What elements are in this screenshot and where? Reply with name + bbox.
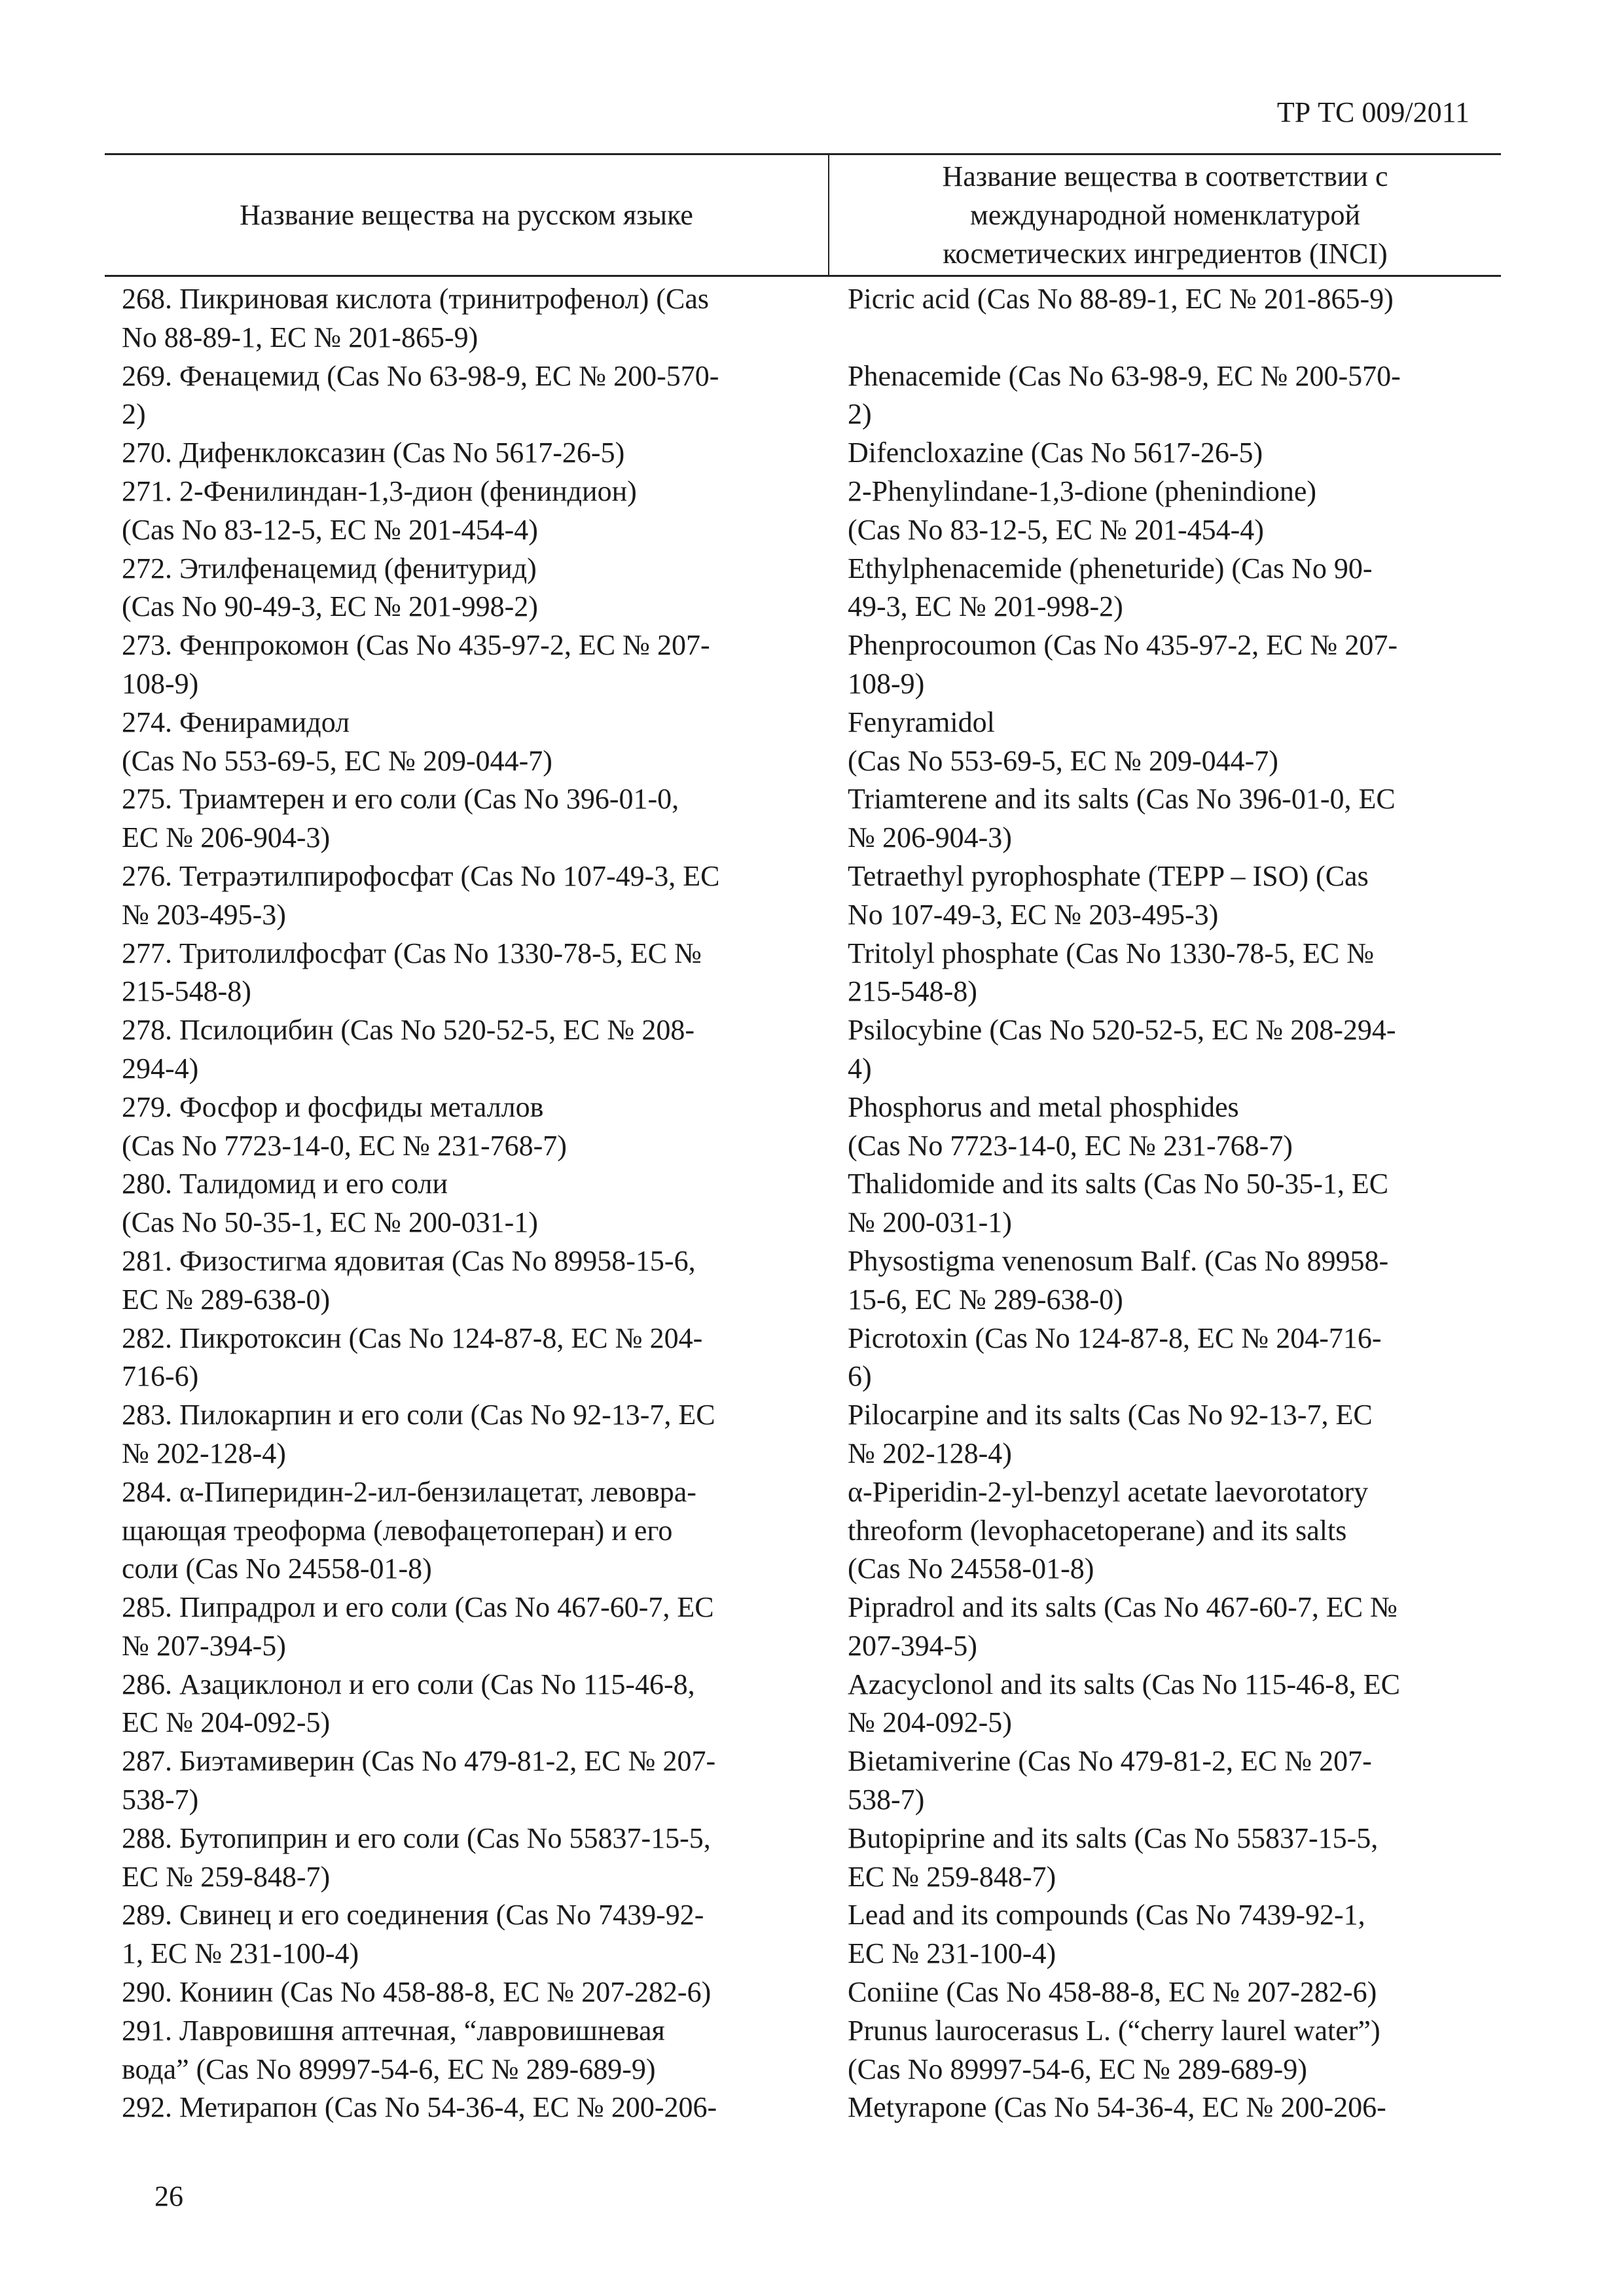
russian-name-cell: 276. Тетраэтилпирофосфат (Cas No 107-49-3, ЕС № 203-495-3): [122, 859, 720, 931]
table-row: [105, 780, 1501, 857]
table-body: [105, 277, 1501, 2127]
table-row: [105, 1666, 1501, 1743]
inci-name-cell: Coniine (Cas No 458-88-8, EC № 207-282-6): [848, 1976, 1377, 2009]
table-row: [105, 1973, 1501, 2012]
russian-name-cell: 280. Талидомид и его соли (Cas No 50-35-1, ЕС № 200-031-1): [122, 1168, 538, 1239]
inci-name-cell: Metyrapone (Cas No 54-36-4, EC № 200-206-: [848, 2091, 1386, 2124]
inci-name-cell: Butopiprine and its salts (Cas No 55837-15-5, EC № 259-848-7): [848, 1821, 1379, 1893]
russian-name-cell: 291. Лавровишня аптечная, “лавровишневая вода” (Cas No 89997-54-6, ЕС № 289-689-9): [122, 2014, 665, 2085]
inci-name-cell: α-Piperidin-2-yl-benzyl acetate laevorotatory threoform (levophacetoperane) and its salts (Cas No 24558-01-8): [848, 1475, 1369, 1585]
russian-name-cell: 287. Биэтамиверин (Cas No 479-81-2, ЕС № 207- 538-7): [122, 1745, 716, 1816]
table-row: [105, 1242, 1501, 1319]
russian-name-cell: 273. Фенпрокомон (Cas No 435-97-2, ЕС № 207- 108-9): [122, 629, 710, 700]
russian-name-cell: 282. Пикротоксин (Cas No 124-87-8, ЕС № 204- 716-6): [122, 1321, 703, 1393]
inci-name-cell: Tritolyl phosphate (Cas No 1330-78-5, EC № 215-548-8): [848, 937, 1375, 1008]
russian-name-cell: 292. Метирапон (Cas No 54-36-4, ЕС № 200-206-: [122, 2091, 717, 2124]
inci-name-cell: Lead and its compounds (Cas No 7439-92-1, EC № 231-100-4): [848, 1899, 1365, 1970]
inci-name-cell: Phenacemide (Cas No 63-98-9, EC № 200-570- 2): [848, 359, 1401, 431]
table-row: [105, 280, 1501, 357]
inci-name-cell: Ethylphenacemide (pheneturide) (Cas No 90- 49-3, EC № 201-998-2): [848, 552, 1373, 623]
table-row: [105, 1011, 1501, 1088]
inci-name-cell: Azacyclonol and its salts (Cas No 115-46-8, EC № 204-092-5): [848, 1668, 1400, 1739]
page-number: 26: [154, 2180, 183, 2212]
table-row: [105, 357, 1501, 435]
inci-name-cell: Psilocybine (Cas No 520-52-5, EC № 208-294- 4): [848, 1014, 1396, 1085]
table-row: [105, 1588, 1501, 1666]
table-row: [105, 1165, 1501, 1242]
document-code: ТР ТС 009/2011: [1276, 96, 1470, 128]
inci-name-cell: Thalidomide and its salts (Cas No 50-35-1, EC № 200-031-1): [848, 1168, 1389, 1239]
inci-name-cell: Physostigma venenosum Balf. (Cas No 89958- 15-6, EC № 289-638-0): [848, 1244, 1389, 1316]
column-header-inci-name: [829, 155, 1501, 275]
russian-name-cell: 277. Тритолилфосфат (Cas No 1330-78-5, ЕС № 215-548-8): [122, 937, 702, 1008]
russian-name-cell: 279. Фосфор и фосфиды металлов (Cas No 7723-14-0, ЕС № 231-768-7): [122, 1090, 567, 1162]
table-row: [105, 857, 1501, 935]
column-header-russian-name: Название вещества на русском языке: [240, 199, 693, 231]
table-row: [105, 473, 1501, 550]
russian-name-cell: 285. Пипрадрол и его соли (Cas No 467-60-7, ЕС № 207-394-5): [122, 1591, 714, 1662]
table-row: [105, 1088, 1501, 1166]
inci-name-cell: Pipradrol and its salts (Cas No 467-60-7, EC № 207-394-5): [848, 1591, 1398, 1662]
inci-name-cell: Difencloxazine (Cas No 5617-26-5): [848, 437, 1263, 469]
table-row: [105, 935, 1501, 1012]
russian-name-cell: 275. Триамтерен и его соли (Cas No 396-01-0, ЕС № 206-904-3): [122, 783, 679, 854]
russian-name-cell: 289. Свинец и его соединения (Cas No 7439-92- 1, ЕС № 231-100-4): [122, 1899, 704, 1970]
table-header: [105, 153, 1501, 277]
russian-name-cell: 283. Пилокарпин и его соли (Cas No 92-13-7, ЕС № 202-128-4): [122, 1399, 715, 1469]
table-row: [105, 1896, 1501, 1973]
column-header-inci-label: Название вещества в соответствии с международной номенклатурой косметических ингредиентов (INCI): [942, 160, 1388, 270]
table-row: [105, 1396, 1501, 1473]
table-row: [105, 2012, 1501, 2089]
russian-name-cell: 281. Физостигма ядовитая (Cas No 89958-15-6, ЕС № 289-638-0): [122, 1244, 696, 1316]
russian-name-cell: 272. Этилфенацемид (фенитурид) (Cas No 90-49-3, ЕС № 201-998-2): [122, 552, 538, 623]
table-row: [105, 626, 1501, 704]
inci-name-cell: Phosphorus and metal phosphides (Cas No 7723-14-0, EC № 231-768-7): [848, 1090, 1293, 1162]
table-row: [105, 1742, 1501, 1820]
inci-name-cell: Tetraethyl pyrophosphate (TEPP – ISO) (Cas No 107-49-3, EC № 203-495-3): [848, 859, 1369, 931]
table-row: [105, 550, 1501, 627]
russian-name-cell: 288. Бутопиприн и его соли (Cas No 55837-15-5, ЕС № 259-848-7): [122, 1821, 711, 1893]
russian-name-cell: 278. Псилоцибин (Cas No 520-52-5, ЕС № 208- 294-4): [122, 1014, 695, 1085]
russian-name-cell: 269. Фенацемид (Cas No 63-98-9, ЕС № 200-570- 2): [122, 359, 719, 431]
inci-name-cell: Fenyramidol (Cas No 553-69-5, EC № 209-044-7): [848, 706, 1278, 777]
russian-name-cell: 284. α-Пиперидин-2-ил-бензилацетат, левовра- щающая треоформа (левофацетоперан) и его соли (Cas No 24558-01-8): [122, 1475, 696, 1585]
russian-name-cell: 270. Дифенклоксазин (Cas No 5617-26-5): [122, 437, 625, 469]
russian-name-cell: 268. Пикриновая кислота (тринитрофенол) (Cas No 88-89-1, ЕС № 201-865-9): [122, 283, 709, 353]
inci-name-cell: Picric acid (Cas No 88-89-1, EC № 201-865-9): [848, 283, 1394, 315]
table-row: [105, 1473, 1501, 1588]
russian-name-cell: 286. Азациклонол и его соли (Cas No 115-46-8, ЕС № 204-092-5): [122, 1668, 695, 1739]
substances-table: [105, 153, 1501, 2127]
table-row: [105, 434, 1501, 473]
table-row: [105, 2089, 1501, 2127]
inci-name-cell: Prunus laurocerasus L. (“cherry laurel water”) (Cas No 89997-54-6, EC № 289-689-9): [848, 2014, 1380, 2085]
russian-name-cell: 274. Фенирамидол (Cas No 553-69-5, ЕС № 209-044-7): [122, 706, 552, 777]
table-row: [105, 704, 1501, 781]
inci-name-cell: Pilocarpine and its salts (Cas No 92-13-7, EC № 202-128-4): [848, 1399, 1373, 1469]
table-row: [105, 1820, 1501, 1897]
inci-name-cell: Bietamiverine (Cas No 479-81-2, EC № 207- 538-7): [848, 1745, 1372, 1816]
inci-name-cell: Picrotoxin (Cas No 124-87-8, EC № 204-716- 6): [848, 1321, 1382, 1393]
table-row: [105, 1319, 1501, 1397]
inci-name-cell: Phenprocoumon (Cas No 435-97-2, EC № 207- 108-9): [848, 629, 1398, 700]
inci-name-cell: Triamterene and its salts (Cas No 396-01-0, EC № 206-904-3): [848, 783, 1396, 854]
russian-name-cell: 290. Кониин (Cas No 458-88-8, ЕС № 207-282-6): [122, 1976, 712, 2009]
russian-name-cell: 271. 2-Фенилиндан-1,3-дион (фениндион) (Cas No 83-12-5, ЕС № 201-454-4): [122, 475, 637, 546]
inci-name-cell: 2-Phenylindane-1,3-dione (phenindione) (Cas No 83-12-5, EC № 201-454-4): [848, 475, 1317, 546]
